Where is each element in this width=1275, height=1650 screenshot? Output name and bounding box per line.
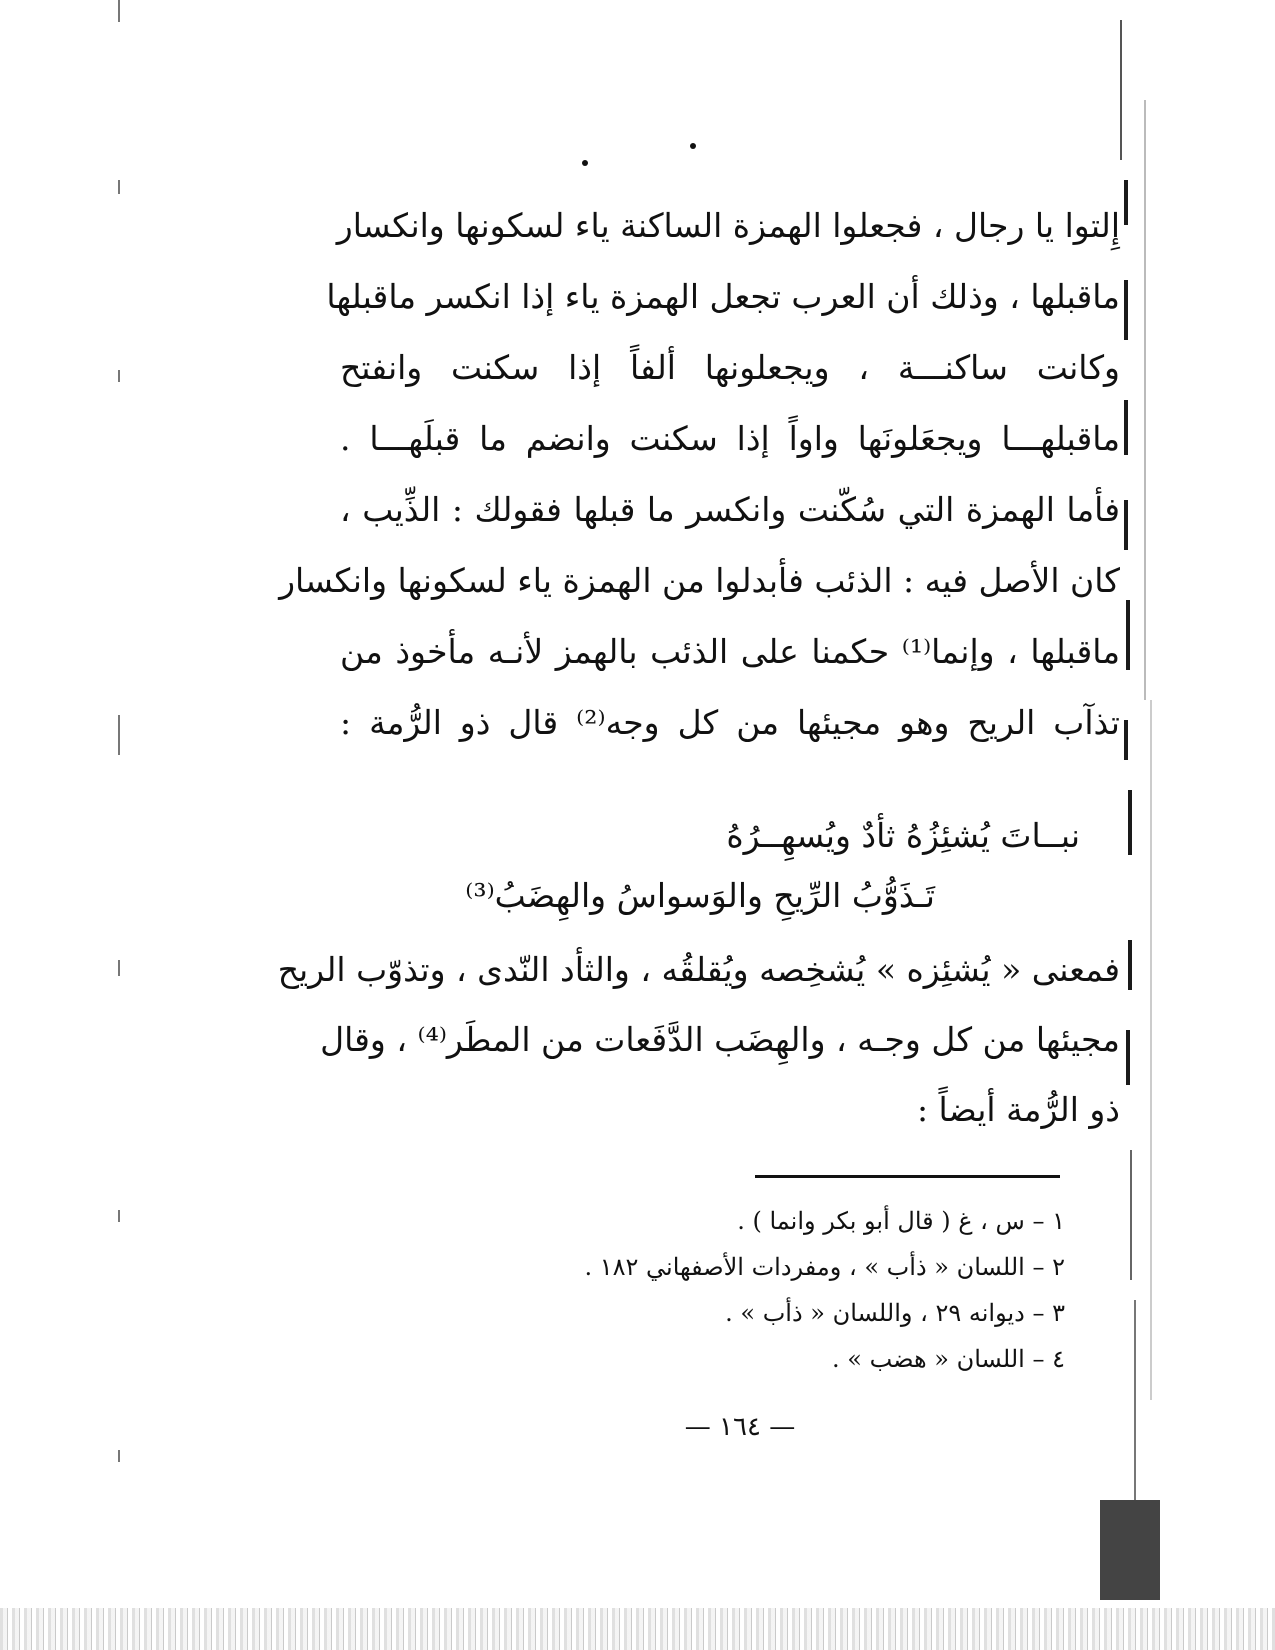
- page-edge-shadow: [1120, 0, 1240, 1640]
- text-line: ذو الرُّمة أيضاً :: [916, 1090, 1120, 1129]
- body-paragraph: [279, 190, 1121, 758]
- binding-margin-marks: [118, 0, 124, 1650]
- stray-mark: [690, 143, 696, 149]
- text-line: تذآب الريح وهو مجيئها من كل وجه⁽²⁾ قال ذو الرُّمة :: [340, 703, 1120, 742]
- verse-line: تَـذَوُّبُ الرِّيحِ والوَسواسُ والهِضَبُ⁽³⁾: [465, 876, 935, 915]
- text-line: كان الأصل فيه : الذئب فأبدلوا من الهمزة ياء لسكونها وانكسار: [279, 561, 1120, 600]
- text-line: ماقبلها ، وذلك أن العرب تجعل الهمزة ياء إذا انكسر ماقبلها: [326, 277, 1120, 316]
- text-line: إِلتوا يا رجال ، فجعلوا الهمزة الساكنة ياء لسكونها وانكسار: [336, 206, 1120, 245]
- footnote: ١ – س ، غ ( قال أبو بكر وانما ) .: [737, 1207, 1065, 1235]
- text-line: وكانت ساكنـــة ، ويجعلونها ألفاً إذا سكنت وانفتح: [340, 348, 1120, 387]
- footnotes: [505, 1198, 1065, 1382]
- text-line: مجيئها من كل وجـه ، والهِضَب الدَّفَعات من المطَر⁽⁴⁾ ، وقال: [320, 1020, 1120, 1059]
- footnote: ٣ – ديوانه ٢٩ ، واللسان « ذأب » .: [725, 1299, 1065, 1327]
- scan-bottom-edge: [0, 1608, 1275, 1650]
- text-line: فأما الهمزة التي سُكّنت وانكسر ما قبلها فقولك : الذِّيب ،: [340, 490, 1120, 529]
- footnote: ٤ – اللسان « هضب » .: [832, 1345, 1065, 1373]
- footnote-separator: [755, 1175, 1060, 1178]
- text-line: فمعنى « يُشئِزه » يُشخِصه ويُقلقُه ، والثأد النّدى ، وتذوّب الريح: [277, 950, 1120, 989]
- text-line: ماقبلهـــا ويجعَلونَها واواً إذا سكنت وانضم ما قبلَهـــا .: [340, 419, 1120, 458]
- stray-mark: [582, 160, 588, 166]
- footnote: ٢ – اللسان « ذأب » ، ومفردات الأصفهاني ١٨٢ .: [584, 1253, 1065, 1281]
- text-line: ماقبلها ، وإنما⁽¹⁾ حكمنا على الذئب بالهمز لأنـه مأخوذ من: [340, 632, 1121, 671]
- body-paragraph-2: [277, 935, 1120, 1145]
- page-number: — ١٦٤ —: [684, 1412, 796, 1442]
- verse-line: نبــاتَ يُشئِزُهُ ثأدٌ ويُسهِــرُهُ: [726, 816, 1080, 855]
